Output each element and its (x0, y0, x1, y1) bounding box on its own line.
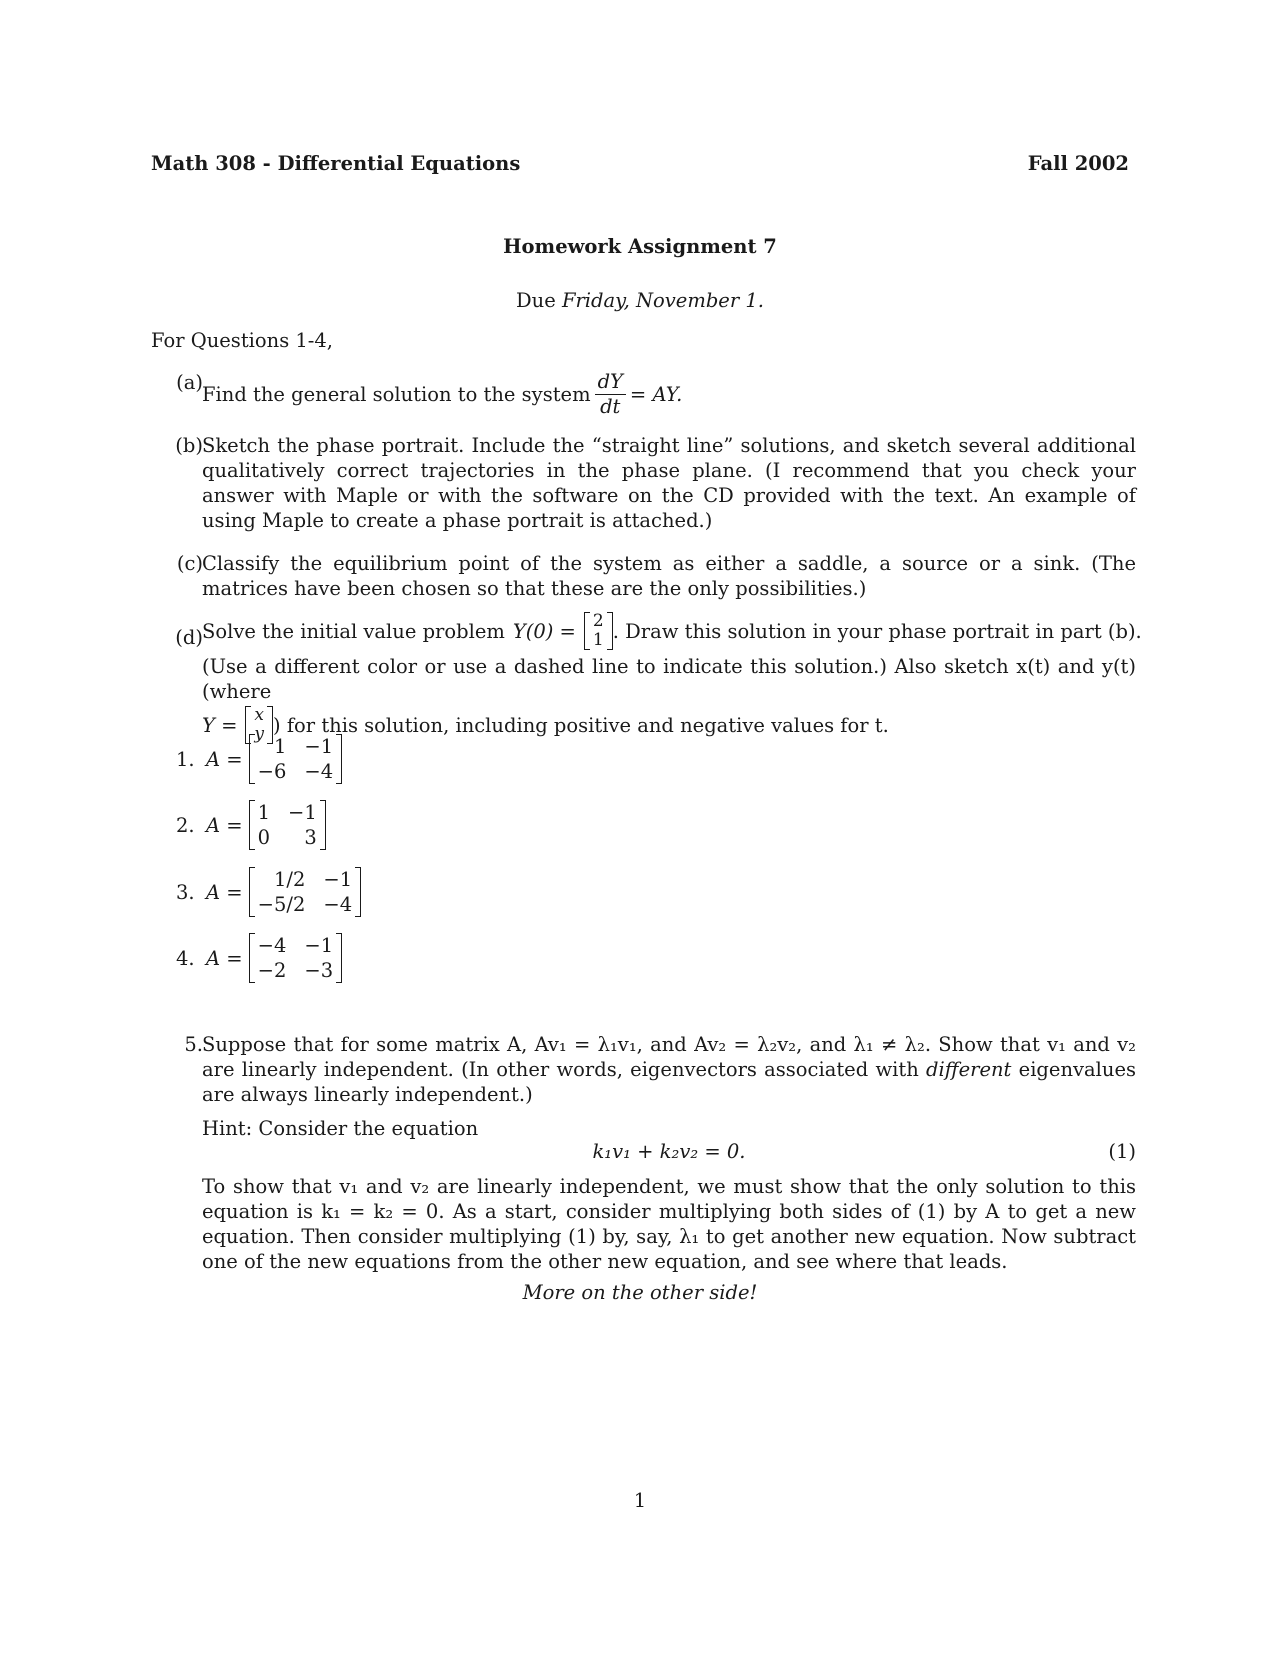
part-c-text: Classify the equilibrium point of the system as either a saddle, a source or a sink. (The matrices have been chosen so that these are the only possibilities.) (202, 552, 1136, 600)
matrix-entry: 1 (257, 801, 271, 824)
due-line (0, 288, 1280, 313)
part-d-text4: ) for this solution, including positive and negative values for t. (273, 713, 889, 737)
matrix-entry: −2 (257, 959, 287, 982)
part-b (163, 433, 1136, 533)
part-d-text1: Solve the initial value problem (202, 619, 505, 643)
due-prefix: Due (516, 289, 556, 312)
equation-rhs: = AY. (629, 383, 683, 406)
hint-equation: k₁v₁ + k₂v₂ = 0. (592, 1140, 746, 1163)
matrix-lhs: A = (206, 813, 243, 837)
y-vector-entry: x (254, 705, 265, 725)
hint-equation-row (202, 1139, 1136, 1164)
y-vector-entry: y (254, 724, 265, 744)
fraction-numerator: dY (595, 370, 626, 395)
matrix-lhs: A = (206, 946, 243, 970)
question-5-statement (202, 1032, 1136, 1107)
matrix-entry: −4 (257, 934, 287, 957)
part-b-text: Sketch the phase portrait. Include the “straight line” solutions, and sketch several additional qualitatively correct trajectories in the phase plane. (I recommend that you check your answer with Maple or with the software on the CD provided with the text. An example of using Maple to create a phase portrait is attached.) (202, 434, 1136, 532)
part-d-label: (d) (175, 626, 203, 649)
matrix-number: 3. (176, 880, 195, 904)
part-b-label: (b) (175, 434, 203, 457)
assignment-title: Homework Assignment 7 (503, 235, 777, 258)
matrix-item-1 (176, 734, 342, 784)
hint-explanation: To show that v₁ and v₂ are linearly independent, we must show that the only solution to this equation is k₁ = k₂ = 0. As a start, consider multiplying both sides of (1) by A to get a new equation. Then consider multiplying (1) by, say, λ₁ to get another new equation. Now subtract one of the new equations from the other new equation, and see where that leads. (202, 1175, 1136, 1273)
matrix-entry: −1 (304, 934, 334, 957)
part-d-text3: (Use a different color or use a dashed line to indicate this solution.) Also sketch x(t) and y(t) (where (202, 655, 1136, 703)
matrix-lhs: A = (206, 880, 243, 904)
matrix-entry: 0 (257, 826, 271, 849)
matrix-lhs: A = (206, 747, 243, 771)
part-d-line1 (202, 611, 1142, 650)
question-5 (163, 1032, 1136, 1274)
matrix (249, 800, 326, 850)
ic-lhs: Y(0) = (512, 619, 576, 643)
matrix-number: 1. (176, 747, 195, 771)
part-a-label: (a) (176, 371, 203, 394)
fraction-denominator: dt (600, 395, 621, 418)
due-date: Friday, November 1. (561, 289, 764, 312)
term-label: Fall 2002 (1027, 152, 1129, 175)
part-d (163, 611, 1142, 744)
matrix-entry: −4 (304, 760, 334, 783)
derivative-fraction (595, 370, 626, 419)
y-lhs: Y = (202, 713, 238, 737)
matrix-item-2 (176, 800, 326, 850)
matrix (249, 734, 343, 784)
q5-emphasis: different (926, 1058, 1012, 1081)
equation-number: (1) (1108, 1140, 1136, 1163)
question-5-number: 5. (184, 1033, 203, 1056)
matrix (249, 933, 343, 983)
part-c-label: (c) (176, 552, 203, 575)
matrix (249, 867, 361, 917)
matrix-entry: −3 (304, 959, 334, 982)
matrix-entry: −1 (304, 735, 334, 758)
ic-vector (584, 612, 613, 650)
q5-statement-end: eigenvalues are always linearly independent.) (202, 1058, 1136, 1106)
part-c (163, 551, 1136, 601)
matrix-entry: 3 (304, 826, 317, 849)
matrix-item-4 (176, 933, 342, 983)
matrix-entry: −6 (257, 760, 287, 783)
part-d-text2: . Draw this solution in your phase portrait in part (b). (612, 619, 1142, 643)
matrix-entry: −5/2 (257, 893, 306, 916)
part-a-text: Find the general solution to the system (202, 383, 591, 406)
ic-vector-entry: 2 (592, 611, 604, 631)
matrix-number: 2. (176, 813, 195, 837)
ic-vector-entry: 1 (592, 630, 604, 650)
matrix-entry: −1 (288, 801, 317, 824)
matrix-entry: 1/2 (273, 868, 306, 891)
hint-text: Hint: Consider the equation (202, 1117, 479, 1140)
matrix-entry: −1 (323, 868, 353, 891)
matrix-item-3 (176, 867, 361, 917)
matrix-entry: −4 (323, 893, 353, 916)
matrix-number: 4. (176, 946, 195, 970)
q5-statement-text: Suppose that for some matrix A, Av₁ = λ₁v₁, and Av₂ = λ₂v₂, and λ₁ ≠ λ₂. Show that v₁ and v₂ are linearly independent. (In other words, eigenvectors associated with (202, 1033, 1136, 1081)
part-a (163, 370, 1136, 419)
matrix-entry: 1 (273, 735, 287, 758)
page-number: 1 (633, 1489, 647, 1512)
intro-text: For Questions 1-4, (151, 329, 333, 352)
course-title: Math 308 - Differential Equations (151, 152, 521, 175)
footer-note: More on the other side! (522, 1281, 758, 1304)
